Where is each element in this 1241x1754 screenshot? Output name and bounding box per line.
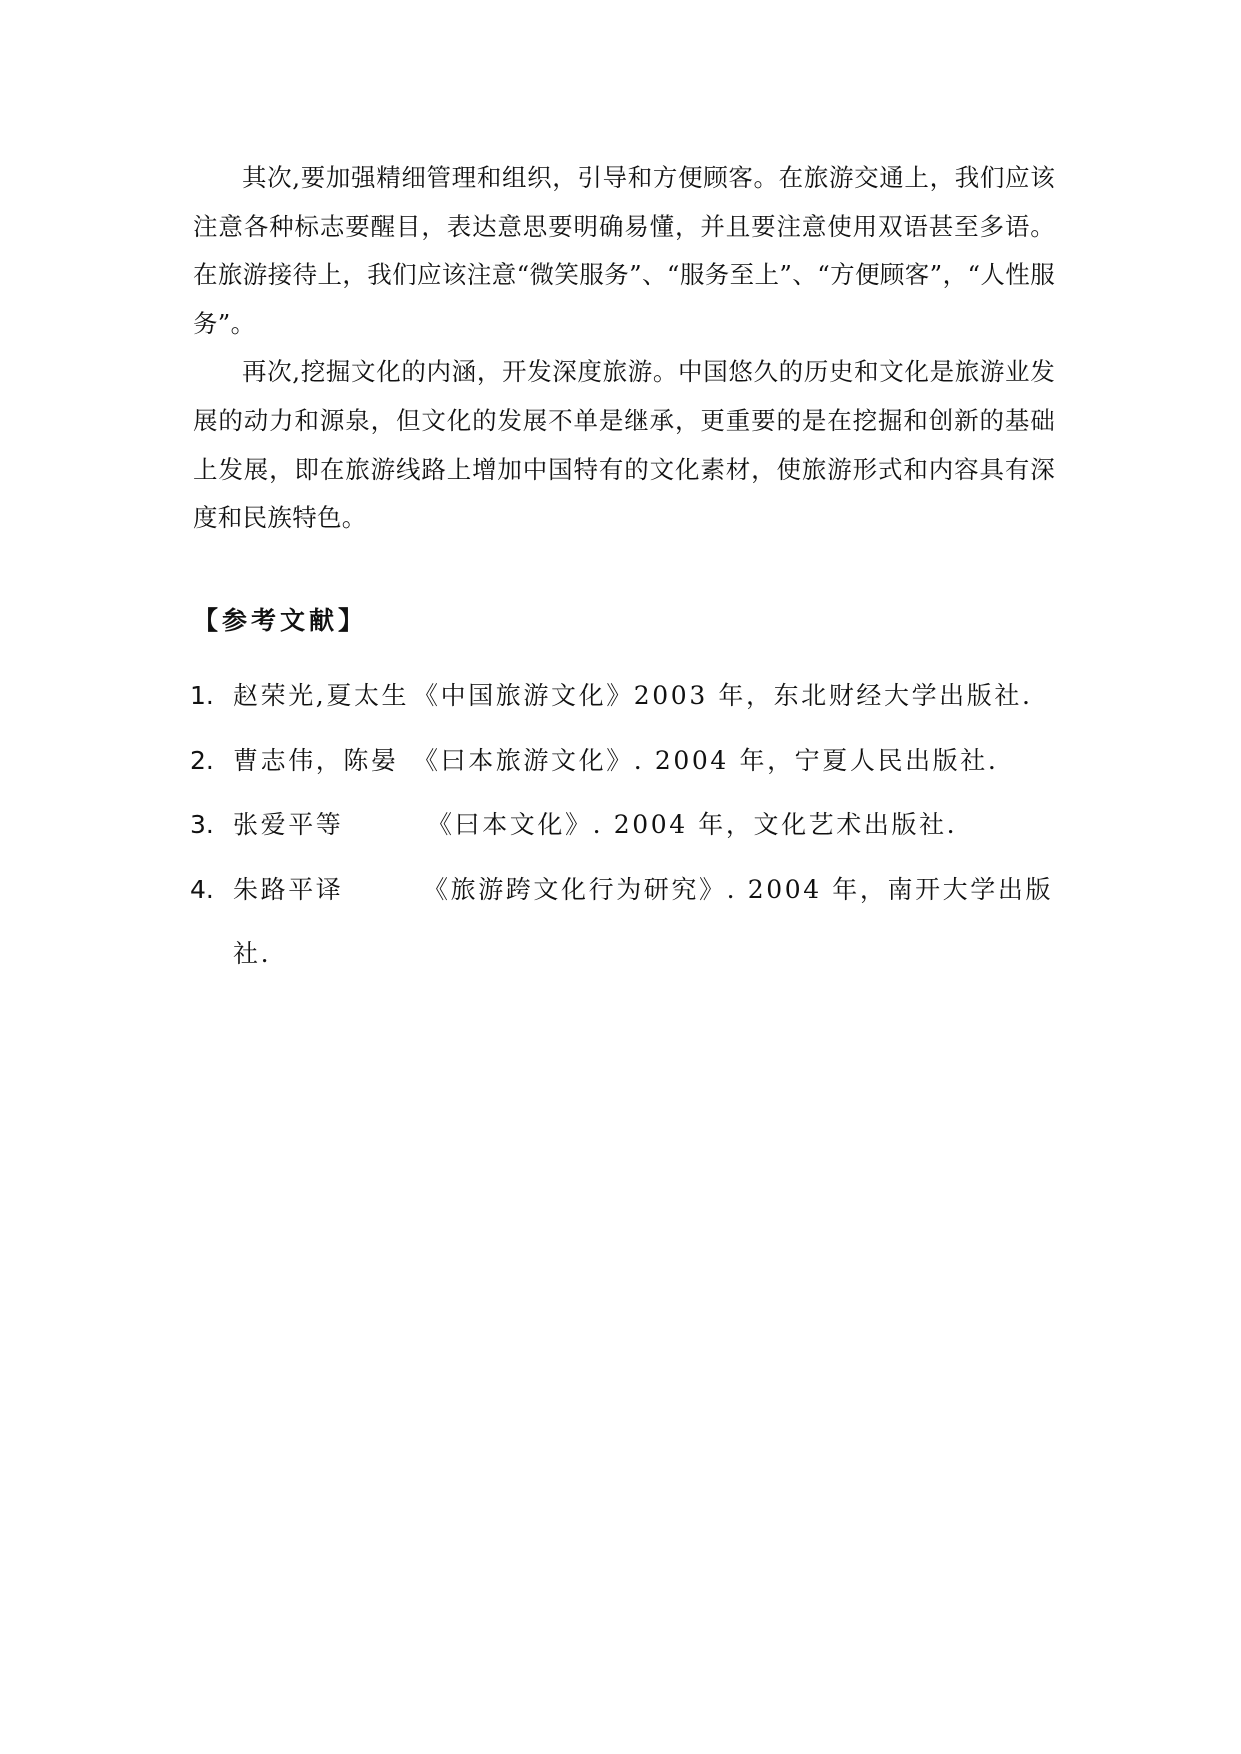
references-list	[190, 664, 1060, 987]
reference-details: 《中国旅游文化》2003 年，东北财经大学出版社.	[413, 681, 1033, 710]
reference-number: 3.	[190, 810, 214, 839]
reference-details: 《曰本旅游文化》. 2004 年，宁夏人民出版社.	[413, 745, 999, 775]
reference-author: 赵荣光,夏太生	[233, 681, 410, 710]
reference-number: 1.	[190, 681, 214, 710]
reference-details: 《曰本文化》. 2004 年，文化艺术出版社.	[427, 810, 958, 839]
reference-item	[190, 664, 1060, 729]
reference-item	[190, 793, 1060, 858]
references-heading: 【参考文献】	[193, 606, 368, 635]
paragraph: 其次,要加强精细管理和组织，引导和方便顾客。在旅游交通上，我们应该注意各种标志要醒目，表达意思要明确易懂，并且要注意使用双语甚至多语。在旅游接待上，我们应该注意“微笑服务”、“服务至上”、“方便顾客”，“人性服务”。	[193, 163, 1055, 338]
paragraph: 再次,挖掘文化的内涵，开发深度旅游。中国悠久的历史和文化是旅游业发展的动力和源泉，但文化的发展不单是继承，更重要的是在挖掘和创新的基础上发展，即在旅游线路上增加中国特有的文化素材，使旅游形式和内容具有深度和民族特色。	[193, 357, 1055, 533]
reference-item	[190, 858, 1060, 987]
reference-author: 曹志伟，陈晏	[233, 745, 399, 775]
reference-item	[190, 729, 1060, 794]
reference-author: 朱路平译	[233, 874, 344, 904]
reference-author: 张爱平等	[233, 810, 344, 839]
reference-number: 2.	[190, 745, 214, 775]
body-text	[193, 154, 1055, 543]
reference-number: 4.	[190, 874, 214, 904]
reference-details: 《旅游跨文化行为研究》. 2004 年，南开大学出版社.	[233, 874, 1054, 968]
